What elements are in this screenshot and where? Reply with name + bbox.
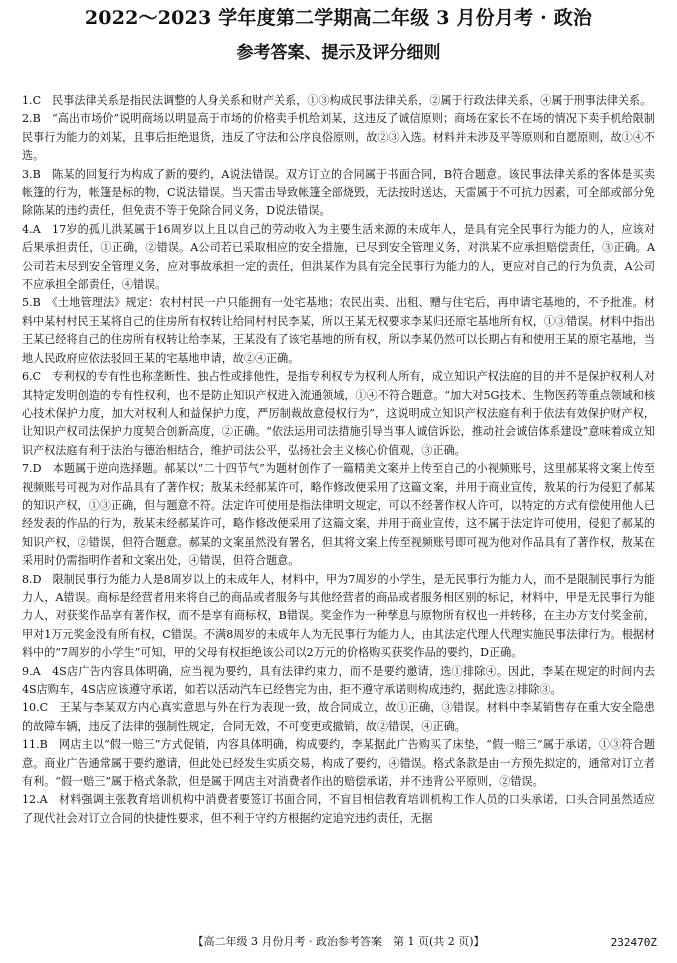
answer-item-4: 4.A 17岁的孤儿洪某属于16周岁以上且以自己的劳动收入为主要生活来源的未成年人，是具有完全民事行为能力的人，应该对后果承担责任，①正确，②错误。A公司若已采取相应的安全措施，已尽到安全管理义务，对洪某不应承担赔偿责任，③正确。A公司若未尽到安全管理义务，应对事故承担一定的责任，但洪某作为具有完全民事行为能力的人，更应对自己的行为负责，A公司不应承担全部责任，④错误。 [22, 222, 655, 292]
answer-item-11: 11.B 网店主以“假一赔三”方式促销，内容具体明确，构成要约，李某据此广告购买了床垫，“假一赔三”属于承诺，①③符合题意。商业广告通常属于要约邀请，但此处已经发生实质交易，构成了要约，④错误。格式条款是由一方预先拟定的，通常对订立者有利。“假一赔三”属于格式条款，但是属于网店主对消费者作出的赔偿承诺，并不违背公平原则，②错误。 [22, 738, 655, 789]
page-title: 2022～2023 学年度第二学期高二年级 3 月份月考 · 政治 [84, 7, 593, 29]
answer-item-5: 5.B 《土地管理法》规定：农村村民一户只能拥有一处宅基地；农民出卖、出租、赠与住宅后，再申请宅基地的，不予批准。材料中某村村民王某将自己的住房所有权转让给同村村民李某，所以王某无权要求李某归还原宅基地所有权，①③错误。材料中指出王某已经将自己的住房所有权转让给李某，王某没有了该宅基地的所有权，所以李某仍然可以长期占有和使用王某的原宅基地，当地人民政府应依法驳回王某的宅基地申请，故②④正确。 [22, 296, 655, 365]
answer-item-12: 12.A 材料强调主张教育培训机构中消费者要签订书面合同，不盲目相信教育培训机构工作人员的口头承诺，口头合同虽然适应了现代社会对订立合同的快捷性要求，但不利于守约方根据约定追究违约责任，无据 [22, 793, 655, 825]
document-code: 232470Z [610, 936, 657, 949]
page-subtitle: 参考答案、提示及评分细则 [236, 43, 441, 63]
answer-item-9: 9.A 4S店广告内容具体明确，应当视为要约，具有法律约束力，而不是要约邀请，选①排除④。因此，李某在规定的时间内去4S店购车，4S店应该遵守承诺，如若以活动汽车已经售完为由，拒不遵守承诺则构成违约，据此选②排除③。 [22, 664, 655, 696]
answer-item-3: 3.B 陈某的回复行为构成了新的要约，A说法错误。双方订立的合同属于书面合同，B符合题意。该民事法律关系的客体是买卖帐篷的行为，帐篷是标的物，C说法错误。当天雷击导致帐篷全部烧毁，无法按时送达，天雷属于不可抗力因素，可全部或部分免除陈某的违约责任，但免责不等于免除合同义务，D说法错误。 [22, 167, 655, 218]
answer-list [22, 92, 655, 828]
answer-item-1: 1.C 民事法律关系是指民法调整的人身关系和财产关系，①③构成民事法律关系，②属于行政法律关系，④属于刑事法律关系。 [22, 94, 652, 107]
answer-item-8: 8.D 限制民事行为能力人是8周岁以上的未成年人，材料中，甲为7周岁的小学生，是无民事行为能力人，而不是限制民事行为能力人，A错误。商标是经营者用来将自己的商品或者服务与其他经营者的商品或者服务相区别的标记，材料中，甲是无民事行为能力人，对获奖作品享有著作权，而不是享有商标权，B错误。奖金作为一种孳息与原物所有权也一并转移，在主办方支付奖金前，甲对1万元奖金没有所有权，C错误。不满8周岁的未成年人为无民事行为能力人，由其法定代理人代理实施民事法律行为。根据材料中的“7周岁的小学生”可知，甲的父母有权拒绝该公司以2万元的价格购买获奖作品的要约，D正确。 [22, 572, 655, 660]
answer-item-7: 7.D 本题属于逆向选择题。郝某以“二十四节气”为题材创作了一篇精美文案并上传至自己的小视频账号，这里郝某将文案上传至视频账号可视为对作品具有了著作权；敖某未经郝某许可，略作修改便采用了这篇文案，并用于商业宣传，敖某的行为侵犯了郝某的知识产权，①③正确，但与题意不符。法定许可使用是指法律明文规定，可以不经著作权人许可，以特定的方式有偿使用他人已经发表的作品的行为，敖某未经郝某许可，略作修改便采用了这篇文案，并用于商业宣传，这不属于法定许可使用，侵犯了郝某的知识产权，②错误，但符合题意。郝某的文案虽然没有署名，但其将文案上传至视频账号即可视为他对作品具有了著作权，敖某在采用时仍需指明作者和文案出处，④错误，但符合题意。 [22, 462, 655, 568]
answer-item-10: 10.C 王某与李某双方内心真实意思与外在行为表现一致，故合同成立，故①正确，③错误。材料中李某销售存在重大安全隐患的故障车辆，违反了法律的强制性规定，合同无效，不可变更或撤销，故②错误，④正确。 [22, 701, 655, 733]
answer-item-6: 6.C 专利权的专有性也称垄断性、独占性或排他性，是指专利权专为权利人所有，成立知识产权法庭的目的并不是保护权利人对其特定发明创造的专有性权利，也不是防止知识产权进入流通领域，①④不符合题意。“加大对5G技术、生物医药等重点领域和核心技术保护力度，加大对权利人和益保护力度，严厉制裁故意侵权行为”，这说明成立知识产权法庭有利于依法有效保护财产权，让知识产权司法保护力度契合创新高度，②正确。“依法运用司法措施引导当事人诚信诉讼，推动社会诚信体系建设”意味着成立知识产权法庭有利于法治与德治相结合，维护司法公平，弘扬社会主义核心价值观，③正确。 [22, 370, 655, 457]
answer-item-2: 2.B “高出市场价”说明商场以明显高于市场的价格卖手机给刘某，这违反了诚信原则；商场在家长不在场的情况下卖手机给限制民事行为能力的刘某，且事后拒绝退货，违反了守法和公序良俗原则，故②③入选。材料并未涉及平等原则和自愿原则，故①④不选。 [22, 112, 655, 163]
page-footer: 【高二年级 3 月份月考 · 政治参考答案 第 1 页(共 2 页)】 [192, 935, 485, 948]
